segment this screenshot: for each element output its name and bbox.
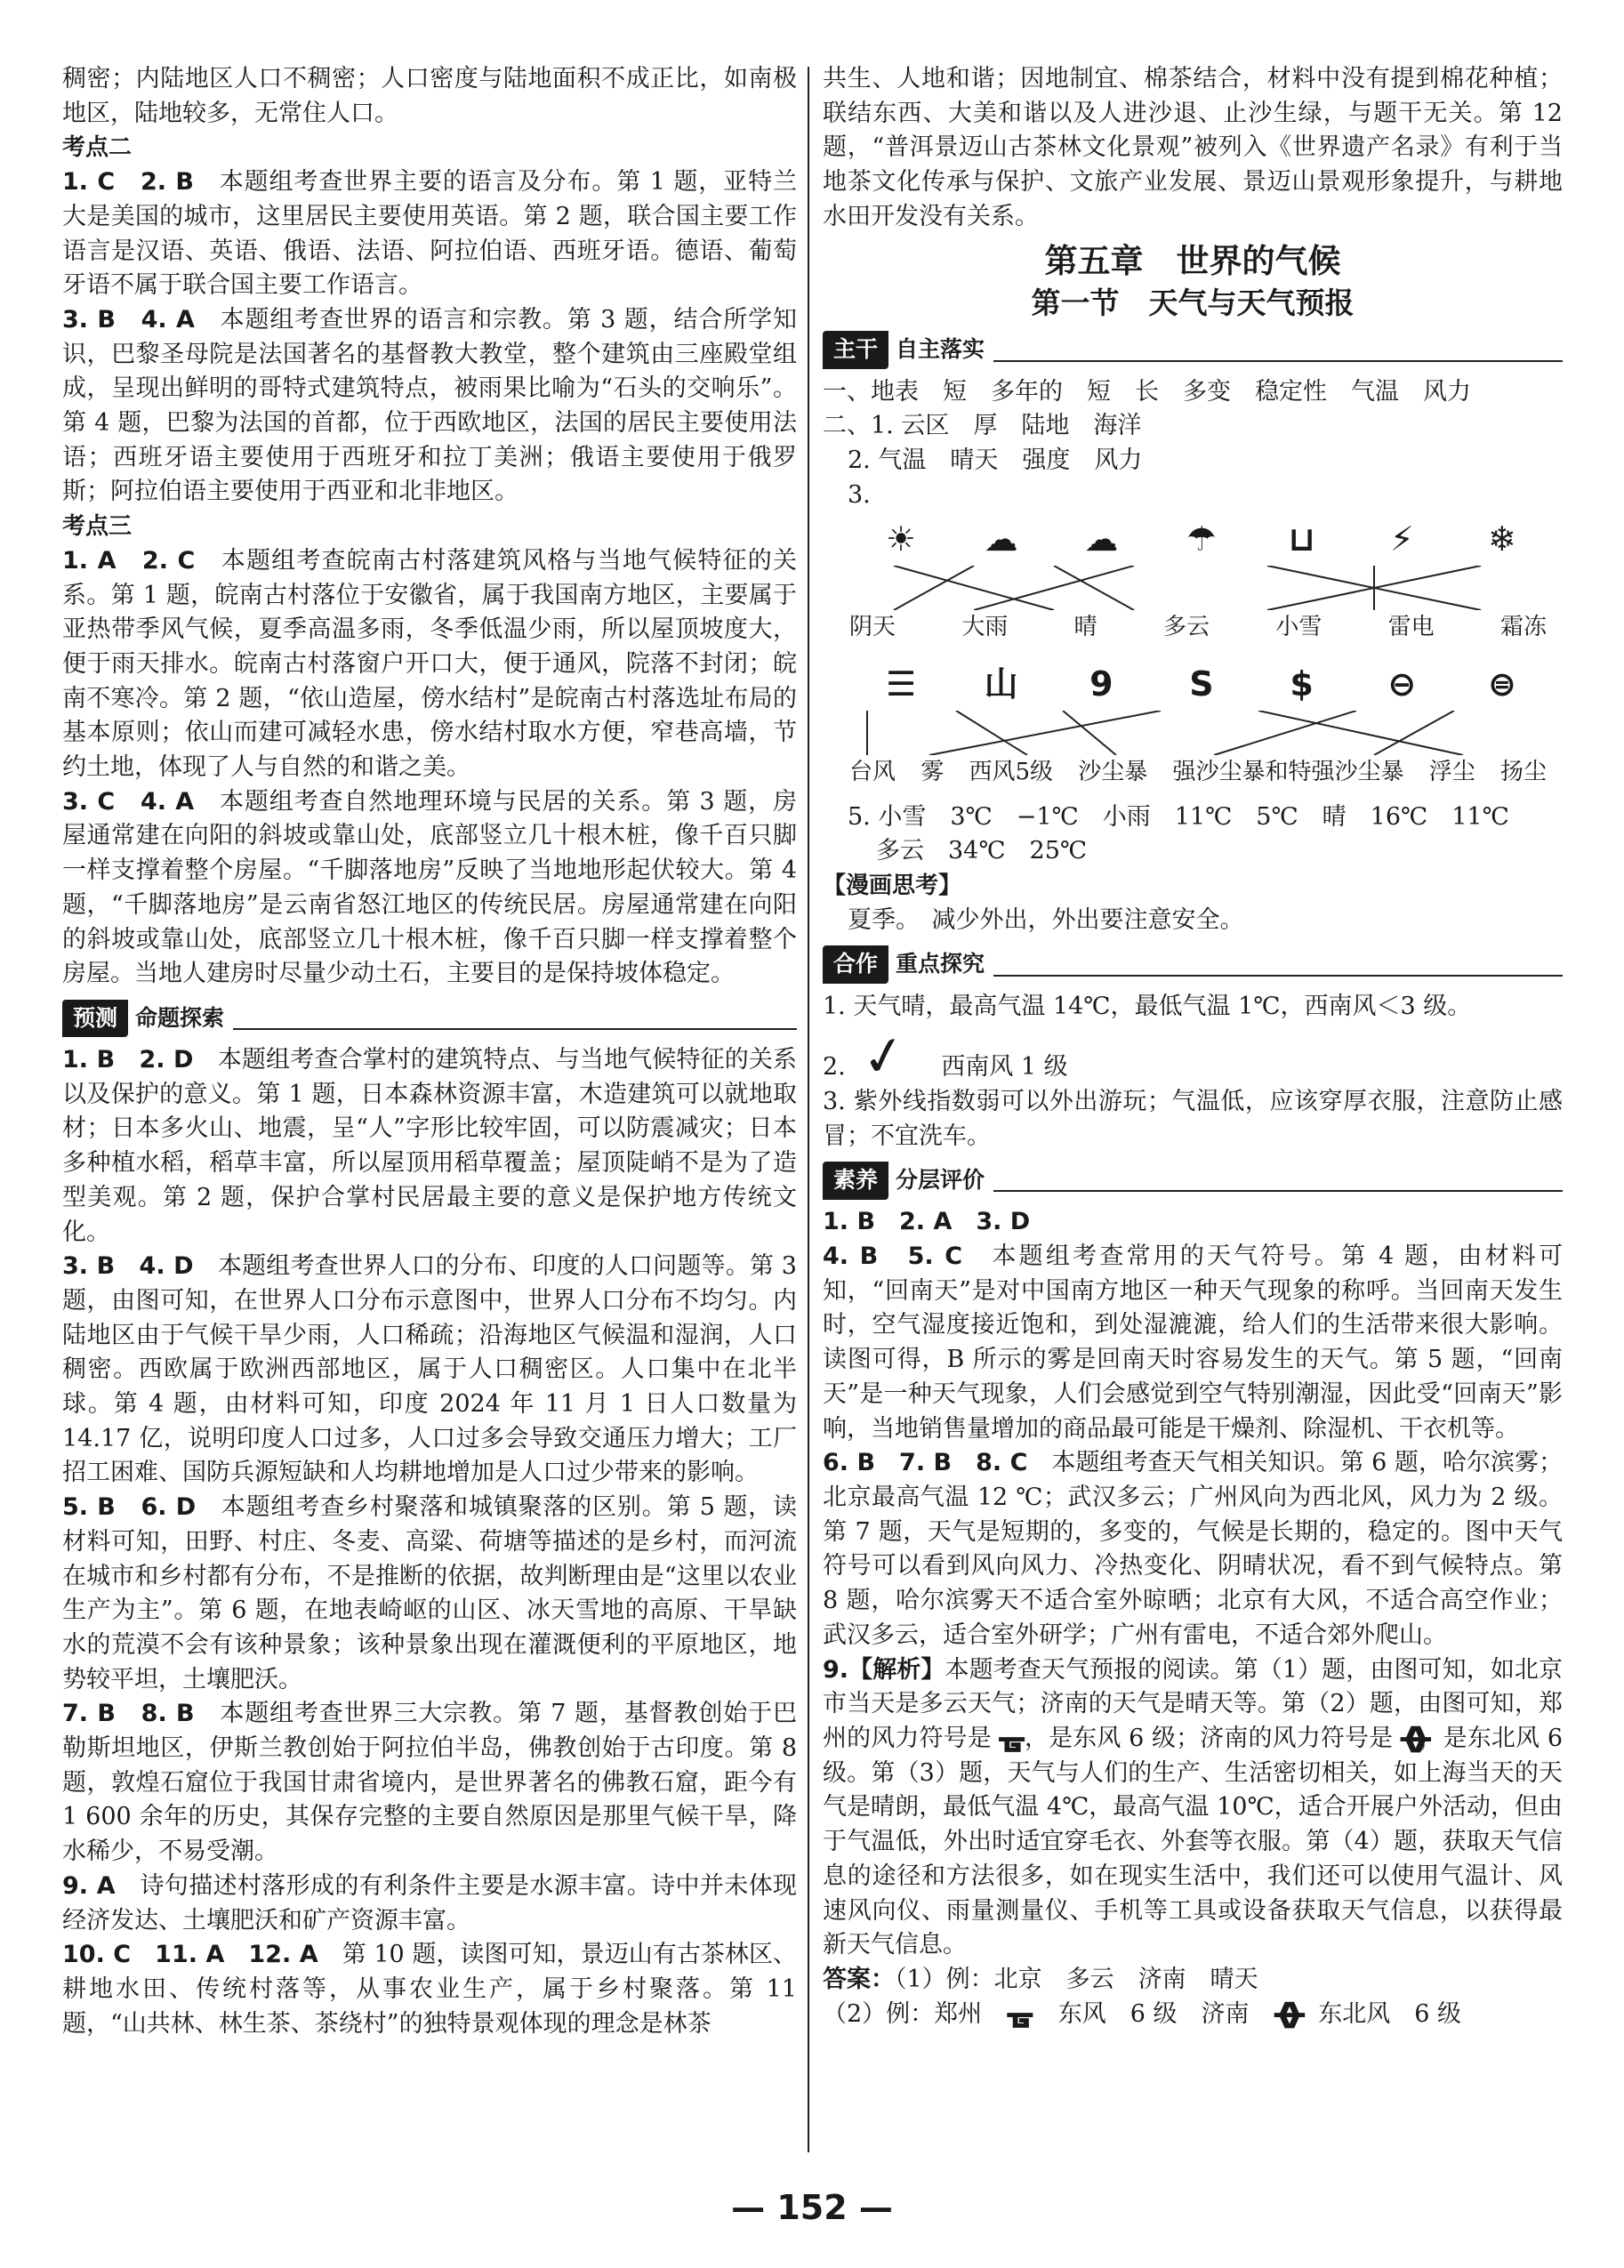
- explanation-text: 本题组考查世界的语言和宗教。第 3 题，结合所学知识，巴黎圣母院是法国著名的基督教大教堂，整个建筑由三座殿堂组成，呈现出鲜明的哥特式建筑特点，被雨果比喻为“石头的交响乐”。第 4 题，巴黎为法国的首都，位于西欧地区，法国的居民主要使用法语；西班牙语主要使用于西班牙和拉丁美洲；俄语主要使用于俄罗斯；阿拉伯语主要使用于西亚和北非地区。: [62, 305, 797, 506]
- weather-symbol-icon: ☁: [984, 519, 1018, 559]
- explanation-text: 本题组考查自然地理环境与民居的关系。第 3 题，房屋通常建在向阳的斜坡或靠山处，底部竖立几十根木桩，像千百只脚一样支撑着整个房屋。“千脚落地房”反映了当地地形起伏较大。第 4 题，“千脚落地房”是云南省怒江地区的传统民居。房屋通常建在向阳的斜坡或靠山处，底部竖立几十根木桩，像千百只脚一样支撑着整个房屋。当地人建房时尽量少动土石，主要目的是保持坡体稳定。: [62, 787, 797, 988]
- q9-text-a: 本题考查天气预报的阅读。第（1）题，由图可知，如北京市当天是多云天气；济南的天气是晴天等。第（2）题，由图可知，郑州的风力符号是: [823, 1655, 1563, 1752]
- weather-label-row-1: [823, 610, 1563, 645]
- question-numbers: 1. A 2. C: [62, 546, 196, 575]
- weather-symbol-icon: ⚡: [1389, 519, 1414, 559]
- weather-label: 台风: [849, 759, 896, 786]
- right-intro-text: 共生、人地和谐；因地制宜、棉茶结合，材料中没有提到棉花种植；联结东西、大美和谐以及人进沙退、止沙生绿，与题干无关。第 12 题，“普洱景迈山古茶林文化景观”被列入《世界遗产名录》有利于当地茶文化传承与保护、文旅产业发展、景迈山景观形象提升，与耕地水田开发没有关系。: [823, 65, 1563, 230]
- banner-eval: [823, 1161, 1563, 1200]
- answer-paragraph: [62, 1938, 797, 2041]
- q9-answer-2c: 东北风 6 级: [1318, 1999, 1461, 2028]
- comic-think-answer: 夏季。 减少外出，外出要注意安全。: [848, 905, 1244, 934]
- question-numbers: 1. C 2. B: [62, 168, 194, 197]
- coop-answer-2-text: 西南风 1 级: [941, 1053, 1068, 1082]
- answer-paragraph: [62, 1250, 797, 1491]
- weather-label: 霜冻: [1499, 614, 1547, 641]
- q9-answer-1-text: （1）例：北京 多云 济南 晴天: [895, 1965, 1258, 1993]
- evaluation-paragraph: [823, 1240, 1563, 1446]
- answer-paragraph: [62, 62, 797, 131]
- banner-rule: [993, 975, 1563, 977]
- matching-lines-svg-1: [840, 566, 1543, 610]
- question-numbers: 7. B 8. B: [62, 1700, 195, 1728]
- banner-rule: [993, 360, 1563, 362]
- weather-symbol-icon: 山: [984, 664, 1018, 704]
- explanation-text: 本题组考查天气相关知识。第 6 题，哈尔滨雾；北京最高气温 12 ℃；武汉多云；广州风向为西北风，风力为 2 级。第 7 题，天气是短期的，多变的，气候是长期的，稳定的。图中天气符号可以看到风向风力、冷热变化、阴晴状况，看不到气候特点。第 8 题，哈尔滨雾天不适合室外晾晒；北京有大风，不适合高空作业；武汉多云，适合室外研学；广州有雷电，不适合郊外爬山。: [823, 1449, 1563, 1649]
- matching-lines-2: [840, 711, 1545, 755]
- explanation-text: 本题组考查乡村聚落和城镇聚落的区别。第 5 题，读材料可知，田野、村庄、冬麦、高粱、荷塘等描述的是乡村，而河流在城市和乡村都有分布，不是推断的依据，故判断理由是“这里以农业生产为主”。第 6 题，在地表崎岖的山区、冰天雪地的高原、干旱缺水的荒漠不会有该种景象；该种景象出现在灌溉便利的平原地区，地势较平坦，土壤肥沃。: [62, 1493, 798, 1693]
- answer-paragraph: [62, 1491, 797, 1697]
- explanation-text: 本题组考查世界人口的分布、印度的人口问题等。第 3 题，由图可知，在世界人口分布示意图中，世界人口分布不均匀。内陆地区由于气候干旱少雨，人口稀疏；沿海地区气候温和湿润，人口稠密。西欧属于欧洲西部地区，属于人口稠密区。人口集中在北半球。第 4 题，由材料可知，印度 2024 年 11 月 1 日人口数量为 14.17 亿，说明印度人口过多，人口过多会导致交通压力增大；工厂招工困难、国防兵源短缺和人均耕地增加是人口过少带来的影响。: [62, 1252, 797, 1487]
- answer-line-2: 二、1. 云区 厚 陆地 海洋: [823, 412, 1142, 440]
- weather-symbol-row-1: [823, 512, 1563, 566]
- northeast-wind-6-icon: ᚖ: [1400, 1720, 1419, 1757]
- weather-symbol-icon: 9: [1089, 664, 1113, 704]
- left-column: [62, 62, 797, 2041]
- east-wind-6-icon: ᚗ: [999, 1720, 1025, 1757]
- weather-label: 扬尘: [1499, 759, 1547, 786]
- evaluation-paragraph: [823, 1205, 1563, 1240]
- coop-answer-2-num: 2.: [823, 1053, 846, 1082]
- q9-text-b: ，是东风 6 级；济南的风力符号是: [1024, 1724, 1394, 1752]
- explanation-text: 第 10 题，读图可知，景迈山有古茶林区、耕地水田、传统村落等，从事农业生产，属于乡村聚落。第 11 题，“山共林、林生茶、茶绕村”的独特景观体现的理念是林茶: [62, 1941, 797, 2038]
- weather-symbol-icon: $: [1290, 664, 1314, 704]
- banner-tag: 素养: [823, 1162, 888, 1200]
- matching-lines-1: [840, 566, 1545, 610]
- section-title: 第一节 天气与天气预报: [1031, 285, 1355, 320]
- banner-label: 分层评价: [896, 1167, 985, 1193]
- column-divider: [808, 67, 809, 2152]
- weather-symbol-icon: ☰: [885, 664, 917, 704]
- weather-label: 沙尘暴: [1078, 759, 1148, 786]
- weather-label: 多云: [1162, 614, 1210, 641]
- weather-label: 浮尘: [1428, 759, 1475, 786]
- q9-answer-2a: （2）例：郑州: [823, 1999, 983, 2028]
- weather-label-row-2: [823, 755, 1563, 790]
- question-numbers: 3. C 4. A: [62, 787, 195, 816]
- q9-answer-2b: 东风 6 级 济南: [1057, 1999, 1250, 2028]
- answer-line-3: 2. 气温 晴天 强度 风力: [848, 446, 1143, 474]
- weather-label: 小雪: [1275, 614, 1323, 641]
- question-numbers: 5. B 6. D: [62, 1493, 197, 1522]
- matching-lines-svg-2: [840, 711, 1543, 755]
- coop-answer-2: [823, 1022, 1563, 1092]
- coop-answer-1: 1. 天气晴，最高气温 14℃，最低气温 1℃，西南风＜3 级。: [823, 992, 1472, 1020]
- weather-label: 西风5级: [969, 759, 1054, 786]
- question-numbers: 4. B 5. C: [823, 1243, 963, 1271]
- weather-label: 雾: [921, 759, 945, 786]
- answer-line-1: 一、地表 短 多年的 短 长 多变 稳定性 气温 风力: [823, 377, 1471, 406]
- evaluation-answers: [823, 1205, 1563, 1653]
- question-numbers: 3. B 4. A: [62, 305, 195, 334]
- weather-symbol-icon: ⊔: [1288, 519, 1315, 559]
- weather-symbol-icon: ⊖: [1387, 664, 1417, 704]
- banner-label: 重点探究: [896, 951, 985, 977]
- answer-line-5: 5. 小雪 3℃ −1℃ 小雨 11℃ 5℃ 晴 16℃ 11℃: [848, 802, 1509, 831]
- wind-symbol-icon: ✓: [856, 1022, 912, 1092]
- answer-paragraph: [62, 303, 797, 510]
- comic-think-title: 【漫画思考】: [823, 873, 962, 900]
- answer-paragraph: [62, 1697, 797, 1870]
- weather-label: 大雨: [961, 614, 1009, 641]
- weather-symbol-icon: ☁: [1084, 519, 1119, 559]
- explanation-text: 诗句描述村落形成的有利条件主要是水源丰富。诗中并未体现经济发达、土壤肥沃和矿产资源丰富。: [62, 1871, 798, 1934]
- weather-symbol-icon: ⊜: [1488, 664, 1516, 704]
- banner-tag: 合作: [823, 945, 888, 984]
- banner-predict: [62, 999, 797, 1038]
- east-wind-6-icon: ᚗ: [1007, 1995, 1033, 2032]
- question-numbers: 3. B 4. D: [62, 1252, 194, 1281]
- page-number: — 152 —: [731, 2188, 893, 2227]
- coop-answer-3: 3. 紫外线指数弱可以外出游玩；气温低，应该穿厚衣服，注意防止感冒；不宜洗车。: [823, 1087, 1563, 1150]
- banner-rule: [993, 1190, 1563, 1192]
- q9-answer-label: 答案：: [823, 1965, 895, 1993]
- explanation-text: 本题组考查常用的天气符号。第 4 题，由材料可知，“回南天”是对中国南方地区一种天气现象的称呼。当回南天发生时，空气湿度接近饱和，到处湿漉漉，给人们的生活带来很大影响。读图可得，B 所示的雾是回南天时容易发生的天气。第 5 题，“回南天”是一种天气现象，人们会感觉到空气特别潮湿，因此受“回南天”影响，当地销售量增加的商品最可能是干燥剂、除湿机、干衣机等。: [823, 1243, 1563, 1443]
- northeast-wind-6-icon: ᚖ: [1274, 1995, 1293, 2032]
- q9-number: 9.: [823, 1655, 849, 1684]
- weather-label: 强沙尘暴和特强沙尘暴: [1172, 759, 1404, 786]
- q9-answer-2: [823, 1995, 1563, 2032]
- weather-label: 雷电: [1387, 614, 1435, 641]
- answer-paragraph: [62, 785, 797, 992]
- q9-tag: 【解析】: [848, 1655, 945, 1684]
- answer-paragraph: [62, 544, 797, 785]
- weather-label: 阴天: [849, 614, 896, 641]
- chapter-title: 第五章 世界的气候: [1044, 241, 1341, 280]
- explanation-text: 本题组考查世界三大宗教。第 7 题，基督教创始于巴勒斯坦地区，伊斯兰教创始于阿拉伯半岛，佛教创始于古印度。第 8 题，敦煌石窟位于我国甘肃省境内，是世界著名的佛教石窟，距今有 1 600 余年的历史，其保存完整的主要自然原因是那里气候干旱，降水稀少，不易受潮。: [62, 1700, 798, 1866]
- banner-main: [823, 331, 1563, 370]
- banner-tag: 主干: [823, 331, 888, 369]
- banner-tag: 预测: [62, 1000, 128, 1038]
- explanation-text: 本题组考查世界主要的语言及分布。第 1 题，亚特兰大是美国的城市，这里居民主要使用英语。第 2 题，联合国主要工作语言是汉语、英语、俄语、法语、阿拉伯语、西班牙语。德语、葡萄牙语不属于联合国主要工作语言。: [62, 168, 798, 300]
- question-numbers: 6. B 7. B 8. C: [823, 1449, 1028, 1477]
- weather-symbol-row-2: [823, 657, 1563, 711]
- right-column: [823, 62, 1563, 2032]
- explanation-text: 本题组考查皖南古村落建筑风格与当地气候特征的关系。第 1 题，皖南古村落位于安徽省，属于我国南方地区，主要属于亚热带季风气候，夏季高温多雨，冬季低温少雨，所以屋顶坡度大，便于雨天排水。皖南古村落窗户开口大，便于通风，院落不封闭；皖南不寒冷。第 2 题，“依山造屋，傍水结村”是皖南古村落选址布局的基本原则；依山而建可减轻水患，傍水结村取水方便，窄巷高墙，节约土地，体现了人与自然的和谐之美。: [62, 546, 797, 782]
- question-numbers: 9. A: [62, 1871, 116, 1900]
- weather-symbol-icon: ❄: [1488, 519, 1516, 559]
- evaluation-paragraph: [823, 1446, 1563, 1653]
- weather-symbol-icon: S: [1189, 664, 1214, 704]
- banner-coop: [823, 945, 1563, 985]
- banner-label: 自主落实: [896, 336, 985, 363]
- section-heading: 考点二: [62, 134, 133, 162]
- weather-symbol-icon: ☂: [1186, 519, 1217, 559]
- section-heading: 考点三: [62, 513, 133, 541]
- answer-paragraph: [62, 1043, 797, 1250]
- weather-label: 晴: [1073, 614, 1097, 641]
- banner-label: 命题探索: [135, 1004, 225, 1031]
- q9-answer-1: [823, 1963, 1563, 1998]
- answer-paragraph: [62, 165, 797, 303]
- q9-analysis: [823, 1653, 1563, 1963]
- banner-rule: [233, 1028, 797, 1030]
- question-numbers: 1. B 2. A 3. D: [823, 1208, 1031, 1236]
- answer-line-4: 3.: [848, 480, 871, 509]
- question-numbers: 10. C 11. A 12. A: [62, 1941, 318, 1969]
- weather-symbol-icon: ☀: [885, 519, 917, 559]
- answer-paragraph: [62, 1870, 797, 1938]
- explanation-text: 稠密；内陆地区人口不稠密；人口密度与陆地面积不成正比，如南极地区，陆地较多，无常住人口。: [62, 65, 797, 127]
- explanation-text: 本题组考查合掌村的建筑特点、与当地气候特征的关系以及保护的意义。第 1 题，日本森林资源丰富，木造建筑可以就地取材；日本多火山、地震，呈“人”字形比较牢固，可以防震减灾；日本多种植水稻，稻草丰富，所以屋顶用稻草覆盖；屋顶陡峭不是为了造型美观。第 2 题，保护合掌村民居最主要的意义是保护地方传统文化。: [62, 1045, 797, 1246]
- q9-text-c: ，是东北风 6 级。第（3）题，天气与人们的生产、生活密切相关，如上海当天的天气是晴朗，最低气温 4℃，最高气温 10℃，适合开展户外活动，但由于气温低，外出时适宜穿毛衣、外套等衣服。第（4）题，获取天气信息的途径和方法很多，如在现实生活中，我们还可以使用气温计、风速风向仪、雨量测量仪、手机等工具或设备获取天气信息，以获得最新天气信息。: [823, 1724, 1563, 1959]
- answer-line-5b: 多云 34℃ 25℃: [876, 837, 1088, 865]
- question-numbers: 1. B 2. D: [62, 1045, 194, 1074]
